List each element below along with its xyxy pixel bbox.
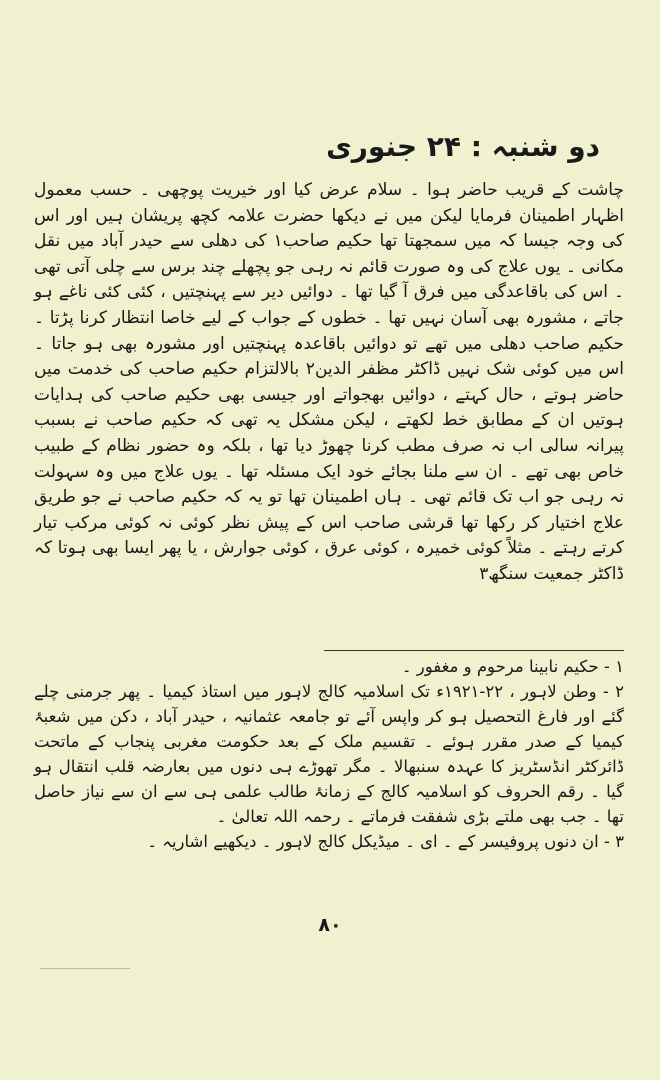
- footnote-1: ۱ - حکیم نابینا مرحوم و مغفور ۔: [401, 657, 624, 676]
- page-number: ۸۰: [318, 914, 342, 936]
- footnote-divider: [324, 650, 624, 651]
- page-heading: دو شنبہ : ۲۴ جنوری: [326, 130, 600, 163]
- main-text: [34, 178, 624, 588]
- paragraph: چاشت کے قریب حاضر ہوا ۔ سلام عرض کیا اور خیریت پوچھی ۔ حسب معمول اظہار اطمینان فرمایا لیکن میں نے دیکھا حضرت علامہ کچھ پریشان ہیں اور اس کی وجہ جیسا کہ میں سمجھتا تھا حکیم صاحب۱ کی دھلی سے حیدر آباد میں نقل مکانی ۔ یوں علاج کی وہ صورت قائم نہ رہی جو پچھلے چند برس سے چلی آتی تھی ۔ اس کی باقاعدگی میں فرق آ گیا تھا ۔ دوائیں دیر سے پہنچتیں ، کئی کئی ناغے ہو جاتے ، مشورہ بھی آسان نہیں تھا ۔ خطوں کے جواب کے لیے خاصا انتظار کرنا پڑتا ۔ حکیم صاحب دھلی میں تھے تو دوائیں باقاعدہ پہنچتیں اور مشورہ بھی ہو جاتا ۔ اس میں کوئی شک نہیں ڈاکٹر مظفر الدین۲ بالالتزام حکیم صاحب کی خدمت میں حاضر ہوتے ، حال کہتے ، دوائیں بھجواتے اور جیسی بھی حکیم صاحب کی ہدایات ہوتیں ان کے مطابق خط لکھتے ، لیکن مشکل یہ تھی کہ حکیم صاحب نے بسبب پیرانہ سالی اب نہ صرف مطب کرنا چھوڑ دیا تھا ، بلکہ وہ حضور نظام کے طبیب خاص بھی تھے ۔ ان سے ملنا بجائے خود ایک مسئلہ تھا ۔ یوں علاج میں وہ سہولت نہ رہی جو اب تک قائم تھی ۔ ہاں اطمینان تھا تو یہ کہ حکیم صاحب نے جو طریق علاج اختیار کر رکھا تھا قرشی صاحب اس کے پیش نظر کوئی نہ کوئی مرکب تیار کرتے رہتے ۔ مثلاً کوئی خمیرہ ، کوئی عرق ، کوئی جوارش ، یا پھر ایسا بھی ہوتا کہ ڈاکٹر جمعیت سنگھ۳: [34, 180, 625, 584]
- footnote-3: ۳ - ان دنوں پروفیسر کے ۔ ای ۔ میڈیکل کالج لاہور ۔ دیکھیے اشاریہ ۔: [147, 832, 624, 851]
- footnotes: [34, 654, 624, 854]
- bottom-mark: [40, 968, 130, 969]
- footnote-2: ۲ - وطن لاہور ، ۲۲-۱۹۲۱ء تک اسلامیہ کالج لاہور میں استاذ کیمیا ۔ پھر جرمنی چلے گئے اور فارغ التحصیل ہو کر واپس آئے تو جامعہ عثمانیہ ، حیدر آباد ، دکن میں شعبۂ کیمیا کے صدر مقرر ہوئے ۔ تقسیم ملک کے بعد حکومت مغربی پنجاب کے ماتحت ڈائرکٹر انڈسٹریز کا عہدہ سنبھالا ۔ مگر تھوڑے ہی دنوں میں بعارضہ قلب انتقال ہو گیا ۔ رقم الحروف کو اسلامیہ کالج کے زمانۂ طالب علمی ہی سے ان سے نیاز حاصل تھا ۔ جب بھی ملتے بڑی شفقت فرماتے ۔ رحمہ اللہ تعالیٰ ۔: [34, 682, 624, 826]
